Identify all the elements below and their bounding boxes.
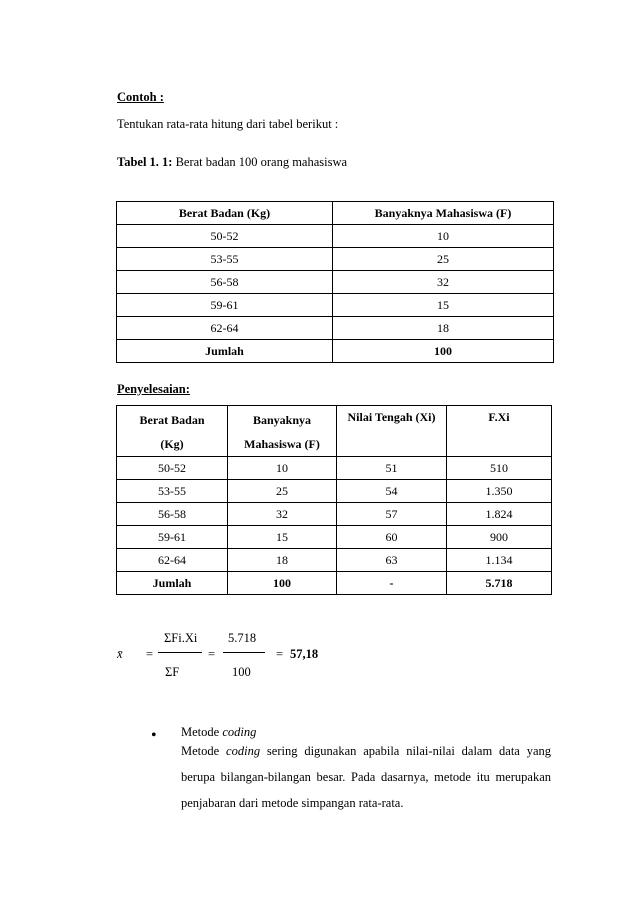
table-cell: 50-52 (117, 457, 228, 480)
header-line: Banyaknya (252, 413, 312, 427)
table-row (117, 317, 554, 340)
table-cell: 53-55 (117, 248, 333, 271)
table-cell: 32 (333, 271, 554, 294)
table-header-row (117, 406, 552, 457)
fraction1-bar (158, 652, 202, 653)
table2-header-midpoint: Nilai Tengah (Xi) (337, 406, 447, 457)
method-paragraph-rest: sering digunakan apabila nilai-nilai dalam data yang berupa bilangan-bilangan besar. Pada dasarnya, metode itu merupakan penjabaran dari metode simpangan rata-rata. (181, 744, 552, 810)
table2-header-fxi: F.Xi (447, 406, 552, 457)
table-cell: 18 (333, 317, 554, 340)
table2-header-count (228, 406, 337, 457)
fraction2-denominator: 100 (232, 665, 251, 679)
table-row (117, 271, 554, 294)
table-cell: 50-52 (117, 225, 333, 248)
method-paragraph (181, 738, 551, 816)
fraction2-numerator: 5.718 (228, 631, 257, 645)
equals-sign: = (208, 647, 216, 661)
table-row (117, 503, 552, 526)
table-cell: 25 (333, 248, 554, 271)
solution-heading: Penyelesaian: (117, 382, 190, 396)
table-cell: 900 (447, 526, 552, 549)
table-cell: 1.350 (447, 480, 552, 503)
table-row (117, 526, 552, 549)
table-row (117, 549, 552, 572)
table1-caption-label: Tabel 1. 1: (117, 155, 173, 169)
fraction2-bar (223, 652, 265, 653)
table-cell: 53-55 (117, 480, 228, 503)
table-cell: 62-64 (117, 317, 333, 340)
method-title-italic: coding (222, 725, 257, 739)
table-cell: 56-58 (117, 271, 333, 294)
instruction-text: Tentukan rata-rata hitung dari tabel berikut : (117, 117, 339, 131)
table-cell: 60 (337, 526, 447, 549)
mean-symbol: x̄ (117, 647, 123, 661)
table-cell: 100 (333, 340, 554, 363)
table-cell: - (337, 572, 447, 595)
bullet-icon: • (151, 727, 157, 744)
table-cell: 15 (333, 294, 554, 317)
table1-caption (117, 155, 347, 170)
header-line: Mahasiswa (F) (244, 437, 320, 451)
table-cell: 59-61 (117, 294, 333, 317)
equals-sign: = (276, 647, 284, 661)
table-cell: 10 (228, 457, 337, 480)
header-line: Berat Badan (139, 413, 205, 427)
table-cell: 15 (228, 526, 337, 549)
table-cell: 25 (228, 480, 337, 503)
table-cell: 56-58 (117, 503, 228, 526)
table-cell: 63 (337, 549, 447, 572)
table-row (117, 248, 554, 271)
example-heading: Contoh : (117, 90, 164, 104)
table-cell: 62-64 (117, 549, 228, 572)
table-cell: 10 (333, 225, 554, 248)
table1-caption-text: Berat badan 100 orang mahasiswa (172, 155, 348, 169)
method-paragraph-italic: coding (226, 744, 261, 758)
table-cell: Jumlah (117, 572, 228, 595)
table-total-row (117, 572, 552, 595)
table-row (117, 457, 552, 480)
table-cell: 1.824 (447, 503, 552, 526)
fraction1-denominator: ΣF (165, 665, 180, 679)
table2-header-weight (117, 406, 228, 457)
table-cell: 18 (228, 549, 337, 572)
table-cell: 510 (447, 457, 552, 480)
formula-result: 57,18 (290, 647, 319, 661)
table-row (117, 480, 552, 503)
table-cell: 54 (337, 480, 447, 503)
header-line: (Kg) (160, 437, 184, 451)
table-cell: 32 (228, 503, 337, 526)
fraction1-numerator: ΣFi.Xi (164, 631, 198, 645)
table-header-row (117, 202, 554, 225)
table-row (117, 294, 554, 317)
table-cell: 1.134 (447, 549, 552, 572)
table-cell: 5.718 (447, 572, 552, 595)
table-row (117, 225, 554, 248)
table2 (116, 405, 552, 595)
table-total-row (117, 340, 554, 363)
table-cell: 57 (337, 503, 447, 526)
table-cell: Jumlah (117, 340, 333, 363)
table-cell: 51 (337, 457, 447, 480)
table1 (116, 201, 554, 363)
method-title-prefix: Metode (181, 725, 223, 739)
table1-header-count: Banyaknya Mahasiswa (F) (333, 202, 554, 225)
table1-header-weight: Berat Badan (Kg) (117, 202, 333, 225)
equals-sign: = (146, 647, 154, 661)
table-cell: 100 (228, 572, 337, 595)
table-cell: 59-61 (117, 526, 228, 549)
method-paragraph-prefix: Metode (181, 744, 227, 758)
